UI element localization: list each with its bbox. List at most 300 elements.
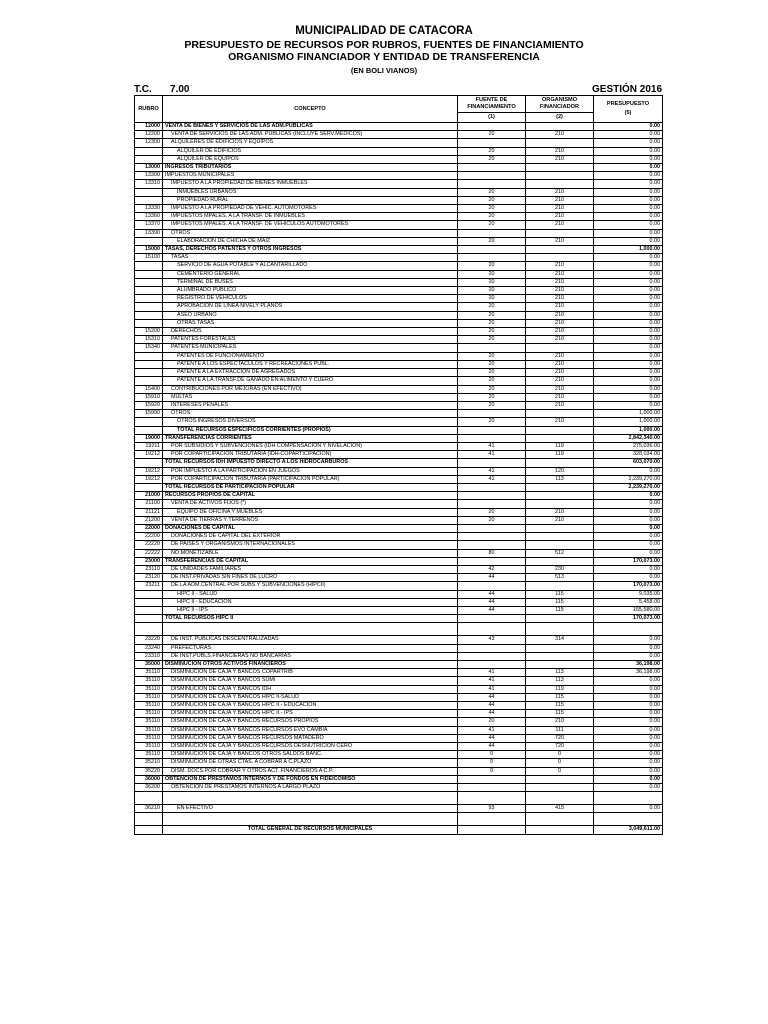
presupuesto-cell: 0.00 xyxy=(594,131,663,139)
rubro-cell: 36000 xyxy=(135,775,163,783)
rubro-cell: 12000 xyxy=(135,123,163,131)
presupuesto-cell: 1,000.00 xyxy=(594,246,663,254)
rubro-cell: 15000 xyxy=(135,246,163,254)
organismo-cell: 210 xyxy=(526,270,594,278)
rubro-cell: 13330 xyxy=(135,205,163,213)
table-row xyxy=(135,459,663,467)
organismo-cell: 720 xyxy=(526,734,594,742)
presupuesto-cell: 0.00 xyxy=(594,229,663,237)
fuente-cell: 20 xyxy=(458,188,526,196)
table-row xyxy=(135,644,663,652)
concepto-cell: DISMINUCION DE CAJA Y BANCOS HIPC II-SALUD xyxy=(163,693,458,701)
table-row xyxy=(135,661,663,669)
fuente-cell: 20 xyxy=(458,385,526,393)
concepto-cell: VENTA DE ACTIVOS FIJOS (*) xyxy=(163,500,458,508)
concepto-cell: ELABORACION DE CHICHA DE MAIZ xyxy=(163,237,458,245)
concepto-cell: EN EFECTIVO xyxy=(163,805,458,813)
table-row xyxy=(135,734,663,742)
rubro-cell: 13000 xyxy=(135,164,163,172)
fuente-cell: 20 xyxy=(458,262,526,270)
col-header-fuente-label: FUENTE DE FINANCIAMIENTO xyxy=(467,97,516,110)
rubro-cell xyxy=(135,826,163,834)
organismo-cell: 210 xyxy=(526,287,594,295)
presupuesto-cell: 0.00 xyxy=(594,270,663,278)
table-row xyxy=(135,155,663,163)
organismo-cell xyxy=(526,139,594,147)
organismo-cell: 210 xyxy=(526,401,594,409)
organismo-cell: 210 xyxy=(526,131,594,139)
concepto-cell: ASEO URBANO xyxy=(163,311,458,319)
table-row xyxy=(135,139,663,147)
concepto-cell: DISMINUCION DE CAJA Y BANCOS RECURSOS PROPIOS xyxy=(163,718,458,726)
presupuesto-cell: 0.00 xyxy=(594,784,663,792)
presupuesto-cell: 1,000.00 xyxy=(594,426,663,434)
presupuesto-cell: 0.00 xyxy=(594,377,663,385)
presupuesto-cell: 0.00 xyxy=(594,303,663,311)
rubro-cell: 23310 xyxy=(135,652,163,660)
presupuesto-cell: 0.00 xyxy=(594,369,663,377)
organismo-cell xyxy=(526,784,594,792)
table-row xyxy=(135,221,663,229)
presupuesto-cell: 0.00 xyxy=(594,213,663,221)
presupuesto-cell: 2,842,340.00 xyxy=(594,434,663,442)
fuente-cell: 20 xyxy=(458,369,526,377)
fuente-cell xyxy=(458,582,526,590)
fuente-cell: 20 xyxy=(458,311,526,319)
rubro-cell xyxy=(135,606,163,614)
rubro-cell: 35110 xyxy=(135,734,163,742)
table-row xyxy=(135,805,663,813)
organismo-cell: 314 xyxy=(526,636,594,644)
presupuesto-cell: 0.00 xyxy=(594,254,663,262)
fuente-cell xyxy=(458,410,526,418)
rubro-cell: 22000 xyxy=(135,524,163,532)
concepto-cell: APROBACION DE LINEA NIVELY PLANOS xyxy=(163,303,458,311)
presupuesto-cell: 170,073.00 xyxy=(594,557,663,565)
organismo-cell: 119 xyxy=(526,442,594,450)
rubro-cell xyxy=(135,360,163,368)
organismo-cell xyxy=(526,410,594,418)
fuente-cell xyxy=(458,557,526,565)
organismo-cell: 119 xyxy=(526,451,594,459)
concepto-cell: VENTA DE BIENES Y SERVICIOS DE LAS ADM.PUBLICAS xyxy=(163,123,458,131)
table-row xyxy=(135,718,663,726)
presupuesto-cell: 0.00 xyxy=(594,205,663,213)
fuente-cell xyxy=(458,644,526,652)
concepto-cell: OTRAS TASAS xyxy=(163,319,458,327)
fuente-cell: 20 xyxy=(458,205,526,213)
rubro-cell: 15100 xyxy=(135,254,163,262)
organismo-cell xyxy=(526,483,594,491)
concepto-cell: DISMINUCION DE CAJA Y BANCOS IDH xyxy=(163,685,458,693)
table-row xyxy=(135,352,663,360)
table-row xyxy=(135,344,663,352)
rubro-cell: 35110 xyxy=(135,677,163,685)
concepto-cell: VENTA DE TIERRAS Y TERRENOS xyxy=(163,516,458,524)
organismo-cell: 513 xyxy=(526,574,594,582)
table-row xyxy=(135,813,663,826)
organismo-cell: 210 xyxy=(526,360,594,368)
rubro-cell: 35110 xyxy=(135,743,163,751)
concepto-cell: DISM. DOCS.POR COBRAR Y OTROS ACT. FINANCIEROS A C.P. xyxy=(163,767,458,775)
presupuesto-cell: 0.00 xyxy=(594,549,663,557)
fuente-cell: 44 xyxy=(458,590,526,598)
rubro-cell: 23220 xyxy=(135,636,163,644)
organismo-cell: 0 xyxy=(526,767,594,775)
presupuesto-cell: 0.00 xyxy=(594,685,663,693)
organismo-cell: 113 xyxy=(526,677,594,685)
table-row xyxy=(135,533,663,541)
rubro-cell xyxy=(135,352,163,360)
presupuesto-cell: 0.00 xyxy=(594,221,663,229)
concepto-cell: HIPC II - SALUD xyxy=(163,590,458,598)
table-row xyxy=(135,467,663,475)
organismo-cell xyxy=(526,254,594,262)
table-row xyxy=(135,434,663,442)
presupuesto-cell: 0.00 xyxy=(594,726,663,734)
organismo-cell: 210 xyxy=(526,311,594,319)
rubro-cell xyxy=(135,295,163,303)
table-row xyxy=(135,229,663,237)
table-row xyxy=(135,759,663,767)
presupuesto-cell: 0.00 xyxy=(594,237,663,245)
fuente-cell: 20 xyxy=(458,352,526,360)
table-row xyxy=(135,254,663,262)
concepto-cell xyxy=(163,813,458,826)
organismo-cell: 119 xyxy=(526,685,594,693)
fuente-cell xyxy=(458,426,526,434)
table-row xyxy=(135,270,663,278)
fuente-cell xyxy=(458,180,526,188)
rubro-cell xyxy=(135,483,163,491)
organismo-cell xyxy=(526,557,594,565)
rubro-cell: 15340 xyxy=(135,344,163,352)
table-row xyxy=(135,287,663,295)
presupuesto-cell: 0.00 xyxy=(594,677,663,685)
organismo-cell: 210 xyxy=(526,262,594,270)
table-row xyxy=(135,598,663,606)
presupuesto-cell: 0.00 xyxy=(594,172,663,180)
organismo-cell: 210 xyxy=(526,213,594,221)
presupuesto-cell: 0.00 xyxy=(594,492,663,500)
organismo-cell: 0 xyxy=(526,751,594,759)
rubro-cell: 35110 xyxy=(135,710,163,718)
gestion-label: GESTIÓN 2016 xyxy=(592,84,663,95)
fuente-cell: 44 xyxy=(458,710,526,718)
concepto-cell: RECURSOS PROPIOS DE CAPITAL xyxy=(163,492,458,500)
organismo-cell xyxy=(526,826,594,834)
rubro-cell: 15310 xyxy=(135,336,163,344)
rubro-cell xyxy=(135,262,163,270)
presupuesto-cell: 0.00 xyxy=(594,385,663,393)
table-row xyxy=(135,410,663,418)
fuente-cell: 41 xyxy=(458,442,526,450)
rubro-cell: 13310 xyxy=(135,180,163,188)
table-row xyxy=(135,328,663,336)
fuente-cell: 41 xyxy=(458,475,526,483)
table-row xyxy=(135,623,663,636)
rubro-cell: 23211 xyxy=(135,582,163,590)
presupuesto-cell: 36,198.00 xyxy=(594,661,663,669)
concepto-cell: VENTA DE SERVICIOS DE LAS ADM. PUBLICAS (INCLUYE SERV.MEDICOS) xyxy=(163,131,458,139)
concepto-cell: DISMINUCION DE OTRAS CTAS. A COBRAR A C.PLAZO xyxy=(163,759,458,767)
presupuesto-cell: 0.00 xyxy=(594,775,663,783)
table-row xyxy=(135,615,663,623)
concepto-cell: DE UNIDADES FAMILIARES xyxy=(163,565,458,573)
concepto-cell xyxy=(163,623,458,636)
table-row xyxy=(135,172,663,180)
col-header-organismo-num: (2) xyxy=(526,113,594,123)
rubro-cell: 19000 xyxy=(135,434,163,442)
fuente-cell xyxy=(458,483,526,491)
rubro-cell: 35110 xyxy=(135,702,163,710)
concepto-cell: TOTAL RECURSOS IDH IMPUESTO DIRECTO A LOS HIDROCARBUROS xyxy=(163,459,458,467)
rubro-cell: 36210 xyxy=(135,805,163,813)
table-row xyxy=(135,237,663,245)
fuente-cell: 20 xyxy=(458,336,526,344)
organismo-cell: 113 xyxy=(526,669,594,677)
report-title: MUNICIPALIDAD DE CATACORA xyxy=(295,25,473,37)
concepto-cell: DISMINUCION OTROS ACTIVOS FINANCIEROS xyxy=(163,661,458,669)
col-header-fuente-num: (1) xyxy=(458,113,526,123)
table-row xyxy=(135,590,663,598)
rubro-cell: 35110 xyxy=(135,726,163,734)
rubro-cell: 13300 xyxy=(135,172,163,180)
organismo-cell xyxy=(526,492,594,500)
concepto-cell: DE INST.PUBLS.FINANCIERAS NO BANCARIAS xyxy=(163,652,458,660)
fuente-cell: 20 xyxy=(458,278,526,286)
presupuesto-cell: 0.00 xyxy=(594,693,663,701)
rubro-cell: 19211 xyxy=(135,442,163,450)
concepto-cell: DE LA ADM.CENTRAL POR SUBS.Y SUBVENCIONES (HIPCII) xyxy=(163,582,458,590)
fuente-cell xyxy=(458,661,526,669)
presupuesto-cell: 0.00 xyxy=(594,164,663,172)
concepto-cell: IMPUESTO A LA PROPIEDAD DE BIENES INMUEBLES xyxy=(163,180,458,188)
fuente-cell: 20 xyxy=(458,516,526,524)
table-row xyxy=(135,508,663,516)
rubro-cell: 23110 xyxy=(135,565,163,573)
concepto-cell: ALQUILERES DE EDIFICIOS Y EQUIPOS xyxy=(163,139,458,147)
organismo-cell: 210 xyxy=(526,352,594,360)
table-row xyxy=(135,726,663,734)
rubro-cell: 13390 xyxy=(135,229,163,237)
fuente-cell: 20 xyxy=(458,360,526,368)
presupuesto-cell: 0.00 xyxy=(594,751,663,759)
table-row xyxy=(135,131,663,139)
organismo-cell xyxy=(526,541,594,549)
presupuesto-cell: 0.00 xyxy=(594,702,663,710)
table-row xyxy=(135,826,663,834)
concepto-cell: INGRESOS TRIBUTARIOS xyxy=(163,164,458,172)
table-row xyxy=(135,767,663,775)
table-row xyxy=(135,500,663,508)
concepto-cell: INMUEBLES URBANOS xyxy=(163,188,458,196)
table-row xyxy=(135,262,663,270)
rubro-cell: 15920 xyxy=(135,401,163,409)
rubro-cell: 36200 xyxy=(135,784,163,792)
concepto-cell: CEMENTERIO GENERAL xyxy=(163,270,458,278)
presupuesto-cell: 36,198.00 xyxy=(594,669,663,677)
presupuesto-cell: 9,035.00 xyxy=(594,590,663,598)
organismo-cell xyxy=(526,533,594,541)
organismo-cell xyxy=(526,775,594,783)
presupuesto-cell: 603,070.00 xyxy=(594,459,663,467)
organismo-cell xyxy=(526,246,594,254)
concepto-cell: OBTENCION DE PRESTAMOS INTERNOS Y DE FONDOS EN FIDEICOMISO xyxy=(163,775,458,783)
fuente-cell xyxy=(458,434,526,442)
rubro-cell: 12300 xyxy=(135,139,163,147)
fuente-cell xyxy=(458,164,526,172)
presupuesto-cell: 0.00 xyxy=(594,743,663,751)
concepto-cell: OTROS xyxy=(163,410,458,418)
organismo-cell xyxy=(526,180,594,188)
concepto-cell: DE INST.PRIVADAS SIN FINES DE LUCRO xyxy=(163,574,458,582)
table-row xyxy=(135,385,663,393)
organismo-cell xyxy=(526,123,594,131)
fuente-cell: 0 xyxy=(458,767,526,775)
rubro-cell: 19212 xyxy=(135,475,163,483)
table-row xyxy=(135,336,663,344)
presupuesto-cell: 0.00 xyxy=(594,516,663,524)
rubro-cell xyxy=(135,418,163,426)
organismo-cell xyxy=(526,172,594,180)
fuente-cell: 41 xyxy=(458,677,526,685)
concepto-cell: HIPC II - IPS xyxy=(163,606,458,614)
rubro-cell: 22200 xyxy=(135,533,163,541)
presupuesto-cell: 1,000.00 xyxy=(594,418,663,426)
concepto-cell: PATENTE A LA TRANSF.DE GANADO EN ALIMENTO Y CUERO xyxy=(163,377,458,385)
organismo-cell: 115 xyxy=(526,710,594,718)
rubro-cell xyxy=(135,278,163,286)
organismo-cell xyxy=(526,434,594,442)
organismo-cell: 111 xyxy=(526,726,594,734)
organismo-cell xyxy=(526,164,594,172)
table-row xyxy=(135,669,663,677)
rubro-cell xyxy=(135,377,163,385)
organismo-cell: 115 xyxy=(526,702,594,710)
presupuesto-cell: 328,034.00 xyxy=(594,451,663,459)
col-header-rubro: RUBRO xyxy=(135,96,163,123)
concepto-cell: DISMINUCION DE CAJA Y BANCOS RECURSOS MATADERO xyxy=(163,734,458,742)
fuente-cell: 44 xyxy=(458,574,526,582)
presupuesto-cell xyxy=(594,813,663,826)
fuente-cell xyxy=(458,533,526,541)
presupuesto-cell: 0.00 xyxy=(594,710,663,718)
col-header-presupuesto-label: PRESUPUESTO xyxy=(606,101,650,107)
concepto-cell: NO MONETIZABLE xyxy=(163,549,458,557)
organismo-cell: 115 xyxy=(526,598,594,606)
fuente-cell xyxy=(458,784,526,792)
rubro-cell: 15400 xyxy=(135,385,163,393)
organismo-cell: 210 xyxy=(526,188,594,196)
table-row xyxy=(135,524,663,532)
concepto-cell: PREFECTURAS xyxy=(163,644,458,652)
table-row xyxy=(135,549,663,557)
concepto-cell: TOTAL RECURSOS ESPECIFICOS CORRIENTES (PROPIOS) xyxy=(163,426,458,434)
fuente-cell xyxy=(458,813,526,826)
concepto-cell: DONACIONES DE CAPITAL DEL EXTERIOR xyxy=(163,533,458,541)
tc-label: T.C. xyxy=(134,84,152,95)
presupuesto-cell xyxy=(594,792,663,805)
fuente-cell: 41 xyxy=(458,726,526,734)
presupuesto-cell: 0.00 xyxy=(594,636,663,644)
concepto-cell: POR SUBSIDIOS Y SUBVENCIONES (IDH COMPENSACION Y NIVELACION) xyxy=(163,442,458,450)
fuente-cell xyxy=(458,459,526,467)
rubro-cell: 21200 xyxy=(135,516,163,524)
table-row xyxy=(135,685,663,693)
table-row xyxy=(135,246,663,254)
fuente-cell: 20 xyxy=(458,221,526,229)
fuente-cell xyxy=(458,246,526,254)
presupuesto-cell: 3,049,611.00 xyxy=(594,826,663,834)
table-row xyxy=(135,606,663,614)
concepto-cell: TOTAL RECURSOS DE PARTICIPACIÓN POPULAR xyxy=(163,483,458,491)
concepto-cell: HIPC II - EDUCACIÓN xyxy=(163,598,458,606)
organismo-cell: 120 xyxy=(526,467,594,475)
organismo-cell xyxy=(526,615,594,623)
fuente-cell: 20 xyxy=(458,718,526,726)
concepto-cell: SERVICIO DE AGUA POTABLE Y ALCANTARILLADO xyxy=(163,262,458,270)
budget-table xyxy=(134,95,663,835)
organismo-cell: 210 xyxy=(526,516,594,524)
fuente-cell: 20 xyxy=(458,147,526,155)
fuente-cell: 20 xyxy=(458,508,526,516)
presupuesto-cell: 0.00 xyxy=(594,344,663,352)
table-row xyxy=(135,278,663,286)
presupuesto-cell: 0.00 xyxy=(594,652,663,660)
presupuesto-cell: 0.00 xyxy=(594,644,663,652)
fuente-cell: 20 xyxy=(458,401,526,409)
presupuesto-cell: 0.00 xyxy=(594,155,663,163)
table-row xyxy=(135,442,663,450)
concepto-cell: INTERESES PENALES xyxy=(163,401,458,409)
rubro-cell xyxy=(135,426,163,434)
tc-value: 7.00 xyxy=(170,84,190,95)
rubro-cell xyxy=(135,287,163,295)
concepto-cell: DONACIONES DE CAPITAL xyxy=(163,524,458,532)
table-row xyxy=(135,792,663,805)
fuente-cell: 20 xyxy=(458,377,526,385)
presupuesto-cell: 0.00 xyxy=(594,500,663,508)
fuente-cell xyxy=(458,652,526,660)
concepto-cell: PATENTE A LOS ESPECTACULOS Y RECREACIONES PUBL. xyxy=(163,360,458,368)
presupuesto-cell: 0.00 xyxy=(594,360,663,368)
report-subtitle-3: (EN BOLI VIANOS) xyxy=(350,66,418,75)
concepto-cell: TERMINAL DE BUSES xyxy=(163,278,458,286)
organismo-cell: 210 xyxy=(526,336,594,344)
concepto-cell: REGISTRO DE VEHICULOS xyxy=(163,295,458,303)
presupuesto-cell: 0.00 xyxy=(594,759,663,767)
fuente-cell: 42 xyxy=(458,565,526,573)
presupuesto-cell: 1,000.00 xyxy=(594,410,663,418)
table-row xyxy=(135,418,663,426)
presupuesto-cell: 0.00 xyxy=(594,565,663,573)
rubro-cell: 35110 xyxy=(135,669,163,677)
report-subtitle-1: PRESUPUESTO DE RECURSOS POR RUBROS, FUENTES DE FINANCIAMIENTO xyxy=(184,39,584,51)
fuente-cell xyxy=(458,254,526,262)
rubro-cell: 35110 xyxy=(135,718,163,726)
organismo-cell: 210 xyxy=(526,718,594,726)
fuente-cell: 93 xyxy=(458,805,526,813)
rubro-cell: 23000 xyxy=(135,557,163,565)
concepto-cell: DE PAISES Y ORGANISMOS INTERNACIONALES xyxy=(163,541,458,549)
concepto-cell: POR COPARTICIPACIÓN TRIBUTARIA (IDH-COPARTICIPACIÓN) xyxy=(163,451,458,459)
organismo-cell: 210 xyxy=(526,303,594,311)
presupuesto-cell: 275,036.00 xyxy=(594,442,663,450)
concepto-cell: ALQUILER DE EQUIPOS xyxy=(163,155,458,163)
organismo-cell xyxy=(526,229,594,237)
presupuesto-cell: 0.00 xyxy=(594,180,663,188)
